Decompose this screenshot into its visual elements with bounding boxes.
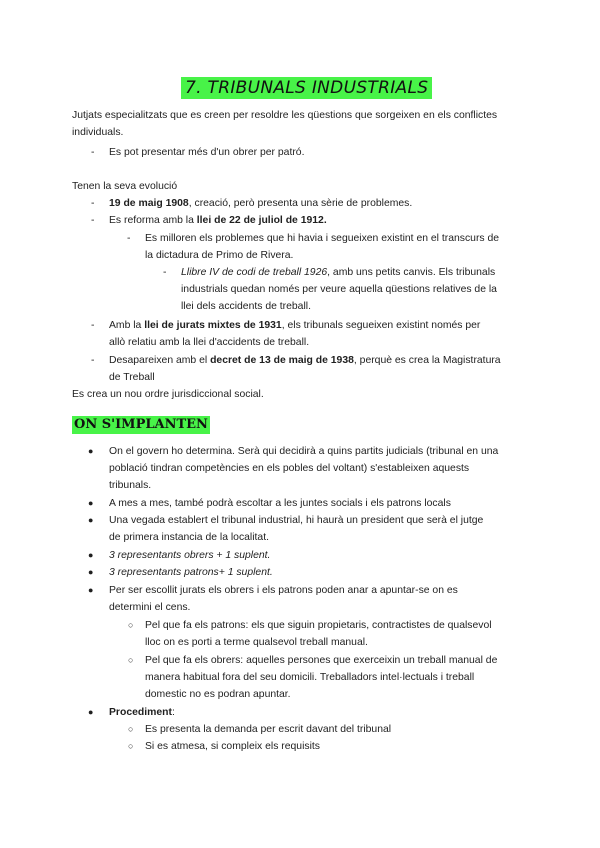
- sub-item-1-line-2: la dictadura de Primo de Rivera.: [145, 250, 294, 261]
- evolution-item-3: [109, 317, 480, 334]
- bullet-marker: ●: [88, 707, 94, 717]
- intro-line-1: Jutjats especialitzats que es creen per resoldre les qüestions que sorgeixen en els conflictes: [72, 110, 498, 121]
- bullet-2: A mes a mes, també podrà escoltar a les juntes socials i els patrons locals: [109, 498, 451, 509]
- evolution-item-2: [109, 212, 327, 229]
- item-1-text: , creació, però presenta una sèrie de problemes.: [188, 198, 413, 209]
- bullet-marker: ●: [88, 567, 94, 577]
- sub-bullet-4: Si es atmesa, si compleix els requisits: [145, 741, 320, 752]
- evolution-closing: Es crea un nou ordre jurisdiccional social.: [72, 389, 264, 400]
- evolution-item-4-line-2: de Treball: [109, 372, 155, 383]
- procedure-colon: :: [171, 707, 175, 718]
- sub-sub-item-line-3: llei dels accidents de treball.: [181, 301, 311, 312]
- bullet-5-text: 3 representants patrons+ 1 suplent.: [109, 567, 273, 578]
- bullet-marker: ●: [88, 446, 94, 456]
- item-3-law: llei de jurats mixtes de 1931: [144, 320, 282, 331]
- item-4-text: , perquè es crea la Magistratura: [353, 355, 501, 366]
- bullet-5: [109, 564, 273, 581]
- page-title: 7. TRIBUNALS INDUSTRIALS: [181, 77, 432, 99]
- circle-marker: ○: [128, 655, 134, 665]
- item-3-text: , els tribunals segueixen existint només per: [281, 320, 481, 331]
- dash-marker: -: [91, 320, 95, 331]
- circle-marker: ○: [128, 724, 134, 734]
- dash-marker: -: [91, 355, 95, 366]
- bullet-7: [109, 704, 175, 721]
- item-2-law: llei de 22 de juliol de 1912.: [196, 215, 327, 226]
- bullet-3-line-1: Una vegada establert el tribunal industrial, hi haurà un president que serà el jutge: [109, 515, 484, 526]
- bullet-marker: ●: [88, 515, 94, 525]
- item-4-decree: decret de 13 de maig de 1938: [210, 355, 354, 366]
- evolution-item-3-line-2: allò relatiu amb la llei d'accidents de treball.: [109, 337, 310, 348]
- procedure-label: Procediment: [109, 707, 172, 718]
- intro-bullet: Es pot presentar més d'un obrer per patró.: [109, 147, 305, 158]
- sub-sub-text: , amb uns petits canvis. Els tribunals: [327, 267, 496, 278]
- sub-bullet-1-line-1: Pel que fa els patrons: els que siguin propietaris, contractistes de qualsevol: [145, 620, 492, 631]
- dash-marker: -: [91, 215, 95, 226]
- dash-marker: -: [91, 147, 95, 158]
- sub-sub-item-line-2: industrials quedan només per veure aquella qüestions relatives de la: [181, 284, 497, 295]
- dash-marker: -: [127, 233, 131, 244]
- dash-marker: -: [91, 198, 95, 209]
- sub-item-1-line-1: Es milloren els problemes que hi havia i segueixen existint en el transcurs de: [145, 233, 500, 244]
- item-4-pre: Desapareixen amb el: [109, 355, 211, 366]
- circle-marker: ○: [128, 620, 134, 630]
- bullet-4-text: 3 representants obrers + 1 suplent.: [109, 550, 271, 561]
- bullet-6-line-1: Per ser escollit jurats els obrers i els patrons poden anar a apuntar-se on es: [109, 585, 458, 596]
- bullet-marker: ●: [88, 550, 94, 560]
- sub-bullet-2-line-2: manera habitual fora del seu domicili. Treballadors intel·lectuals i treball: [145, 672, 475, 683]
- code-title: Llibre IV de codi de treball 1926: [181, 267, 328, 278]
- sub-bullet-2-line-3: domestic no es podran apuntar.: [145, 689, 291, 700]
- intro-line-2: individuals.: [72, 127, 124, 138]
- bullet-marker: ●: [88, 585, 94, 595]
- evolution-item-4: [109, 352, 501, 369]
- bullet-1-line-3: tribunals.: [109, 480, 152, 491]
- evolution-intro: Tenen la seva evolució: [72, 181, 178, 192]
- dash-marker: -: [163, 267, 167, 278]
- bullet-4: [109, 547, 270, 564]
- sub-bullet-3: Es presenta la demanda per escrit davant del tribunal: [145, 724, 392, 735]
- item-1-date: 19 de maig 1908: [109, 198, 189, 209]
- sub-bullet-2-line-1: Pel que fa els obrers: aquelles persones que exerceixin un treball manual de: [145, 655, 498, 666]
- circle-marker: ○: [128, 741, 134, 751]
- evolution-item-1: [109, 195, 412, 212]
- sub-bullet-1-line-2: lloc on es porti a terme qualsevol treball manual.: [145, 637, 368, 648]
- section-heading: ON S'IMPLANTEN: [74, 417, 208, 432]
- bullet-marker: ●: [88, 498, 94, 508]
- item-2-text: Es reforma amb la: [109, 215, 197, 226]
- bullet-1-line-2: població tindran competències en els pobles del voltant) s'estableixen aquests: [109, 463, 470, 474]
- bullet-3-line-2: de primera instancia de la localitat.: [109, 532, 269, 543]
- bullet-1-line-1: On el govern ho determina. Serà qui decidirà a quins partits judicials (tribunal en una: [109, 446, 499, 457]
- item-3-pre: Amb la: [109, 320, 145, 331]
- sub-sub-item-line-1: [181, 264, 495, 281]
- bullet-6-line-2: determini el cens.: [109, 602, 191, 613]
